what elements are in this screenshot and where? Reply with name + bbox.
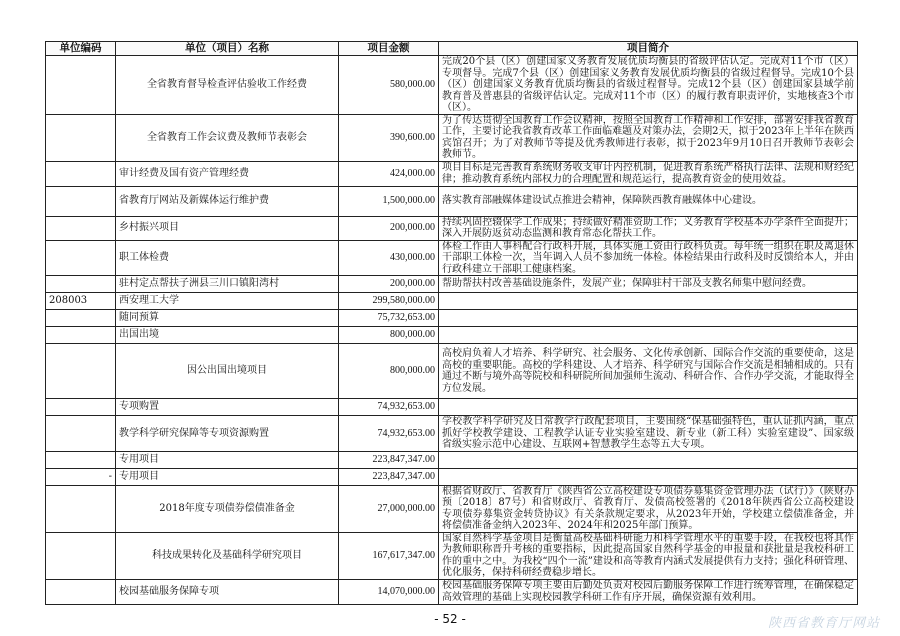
cell-code	[46, 216, 116, 240]
cell-desc: 落实教育部融媒体建设试点推进会精神，保障陕西教育融媒体中心建设。	[439, 186, 858, 216]
cell-desc: 完成20个县（区）创建国家义务教育发展优质均衡县的省级评估认定。完成对11个市（区）专项督导。完成7个县（区）创建国家义务教育发展优质均衡县的省级过程督导。完成10个县（区）创建国家义务教育优质均衡县的省级过程督导。完成12个县（区）创建国家县域学前教育普及普惠县的省级评估认定。完成对11个市（区）的履行教育职责评价，实地核查3个市（区）。	[439, 56, 858, 115]
cell-code: 208003	[46, 293, 116, 310]
table-row	[46, 310, 858, 327]
cell-desc: 国家自然科学基金项目是衡量高校基础科研能力和科学管理水平的重要手段，在我校也将其作为教师职称晋升考核的重要指标，因此提高国家自然科学基金的申报量和获批量是我校科研工作的重中之中。为我校“四个一流”建设和高等教育内涵式发展提供有力支持；强化科研管理、优化服务，保持科研经费稳步增长。	[439, 532, 858, 579]
cell-amount: 74,932,653.00	[339, 416, 439, 452]
cell-name: 校园基础服务保障专项	[116, 579, 339, 604]
cell-amount: 299,580,000.00	[339, 293, 439, 310]
cell-amount: 800,000.00	[339, 344, 439, 399]
cell-desc	[439, 293, 858, 310]
table-row	[46, 485, 858, 532]
cell-name: 随同预算	[116, 310, 339, 327]
cell-amount: 200,000.00	[339, 216, 439, 240]
cell-desc: 持续巩固控辍保学工作成果；持续做好精准资助工作；义务教育学校基本办学条件全面提升；深入开展防返贫动态监测和教育常态化帮扶工作。	[439, 216, 858, 240]
table-row	[46, 161, 858, 186]
header-name: 单位（项目）名称	[116, 42, 339, 56]
cell-desc	[439, 451, 858, 468]
cell-amount: 75,732,653.00	[339, 310, 439, 327]
cell-name: 西安理工大学	[116, 293, 339, 310]
cell-amount: 390,600.00	[339, 114, 439, 161]
cell-name: 全省教育工作会议费及教师节表彰会	[116, 114, 339, 161]
cell-code	[46, 327, 116, 344]
table-row	[46, 186, 858, 216]
cell-amount: 580,000.00	[339, 56, 439, 115]
cell-amount: 223,847,347.00	[339, 468, 439, 485]
cell-desc: 根据省财政厅、省教育厅《陕西省公立高校建设专项债券募集资金管理办法（试行）》（陕财办预〔2018〕87号）和省财政厅、省教育厅、发债高校签署的《2018年陕西省公立高校建设专项债券募集资金转贷协议》有关条款规定要求，从2023年开始，学校建立偿债准备金，并将偿债准备金纳入2023年、2024年和2025年部门预算。	[439, 485, 858, 532]
cell-code	[46, 579, 116, 604]
cell-amount: 223,847,347.00	[339, 451, 439, 468]
cell-name: 专用项目	[116, 468, 339, 485]
cell-code	[46, 451, 116, 468]
cell-code	[46, 399, 116, 416]
table-header-row	[46, 42, 858, 56]
cell-amount: 424,000.00	[339, 161, 439, 186]
cell-desc	[439, 399, 858, 416]
cell-desc: 高校肩负着人才培养、科学研究、社会服务、文化传承创新、国际合作交流的重要使命，这是高校的重要职能。高校的学科建设、人才培养、科学研究与国际合作交流是相辅相成的。只有通过不断与境外高等院校和科研院所间加强师生流动、科研合作、合作办学交流，才能取得全方位发展。	[439, 344, 858, 399]
cell-code	[46, 161, 116, 186]
table-row	[46, 327, 858, 344]
cell-name: 教学科学研究保障等专项资源购置	[116, 416, 339, 452]
cell-code	[46, 416, 116, 452]
table-row	[46, 216, 858, 240]
cell-code	[46, 310, 116, 327]
cell-name: 科技成果转化及基础科学研究项目	[116, 532, 339, 579]
cell-desc	[439, 310, 858, 327]
cell-name: 全省教育督导检查评估验收工作经费	[116, 56, 339, 115]
cell-name: 专用项目	[116, 451, 339, 468]
cell-amount: 1,500,000.00	[339, 186, 439, 216]
cell-name: 乡村振兴项目	[116, 216, 339, 240]
cell-desc: 帮助帮扶村改善基础设施条件，发展产业；保障驻村干部及支教名师集中慰问经费。	[439, 276, 858, 293]
cell-code: -	[46, 468, 116, 485]
budget-table	[45, 41, 858, 605]
cell-amount: 74,932,653.00	[339, 399, 439, 416]
cell-name: 职工体检费	[116, 240, 339, 276]
cell-code	[46, 532, 116, 579]
cell-desc	[439, 468, 858, 485]
cell-code	[46, 276, 116, 293]
cell-name: 省教育厅网站及新媒体运行维护费	[116, 186, 339, 216]
header-desc: 项目简介	[439, 42, 858, 56]
cell-name: 驻村定点帮扶子洲县三川口镇阳湾村	[116, 276, 339, 293]
cell-desc	[439, 327, 858, 344]
cell-code	[46, 344, 116, 399]
cell-amount: 800,000.00	[339, 327, 439, 344]
cell-code	[46, 56, 116, 115]
table-row	[46, 276, 858, 293]
cell-code	[46, 485, 116, 532]
cell-name: 2018年度专项债券偿债准备金	[116, 485, 339, 532]
header-code: 单位编码	[46, 42, 116, 56]
cell-code	[46, 114, 116, 161]
table-row	[46, 451, 858, 468]
table-row	[46, 240, 858, 276]
table-row	[46, 416, 858, 452]
page-number: - 52 -	[434, 612, 466, 626]
table-row	[46, 532, 858, 579]
cell-name: 审计经费及国有资产管理经费	[116, 161, 339, 186]
cell-desc: 校园基础服务保障专项主要由后勤处负责对校园后勤服务保障工作进行统筹管理，在确保稳定高效管理的基础上实现校园教学科研工作有序开展，确保资源有效利用。	[439, 579, 858, 604]
watermark: 陕西省教育厅网站	[767, 616, 880, 631]
cell-desc: 项目目标是完善教育系统财务收支审计内控机制，促进教育系统严格执行法律、法规和财经纪律；推动教育系统内部权力的合理配置和规范运行，提高教育资金的使用效益。	[439, 161, 858, 186]
header-amount: 项目金额	[339, 42, 439, 56]
cell-amount: 167,617,347.00	[339, 532, 439, 579]
table-row	[46, 114, 858, 161]
cell-desc: 学校教学科学研究及日常教学行政配套项目，主要围绕“保基础强特色，重认证抓内涵，重点抓好学校教学建设、工程教学认证专业实验室建设、新专业（新工科）实验室建设”、国家级省级实验示范中心建设、互联网+智慧教学生态等五大专项。	[439, 416, 858, 452]
cell-amount: 14,070,000.00	[339, 579, 439, 604]
cell-desc: 为了传达贯彻全国教育工作会议精神，按照全国教育工作精神和工作安排，部署安排我省教育工作，主要讨论我省教育改革工作面临难题及对策办法，会期2天，拟于2023年上半年在陕西宾馆召开；为了对教师节等提及优秀教师进行表彰，拟于2023年9月10日召开教师节表彰会教师节。	[439, 114, 858, 161]
cell-name: 出国出境	[116, 327, 339, 344]
table-row	[46, 579, 858, 604]
table-row	[46, 344, 858, 399]
cell-amount: 27,000,000.00	[339, 485, 439, 532]
table-row	[46, 468, 858, 485]
cell-amount: 430,000.00	[339, 240, 439, 276]
cell-name: 专项购置	[116, 399, 339, 416]
cell-name: 因公出国出境项目	[116, 344, 339, 399]
cell-amount: 200,000.00	[339, 276, 439, 293]
table-row	[46, 293, 858, 310]
cell-code	[46, 186, 116, 216]
table-row	[46, 56, 858, 115]
cell-desc: 体检工作由人事科配合行政科开展，具体实施工资由行政科负责。每年统一组织在职及离退休干部职工体检一次，当年调入人员不参加统一体检。体检结果由行政科及时反馈给本人，并由行政科建立干部职工健康档案。	[439, 240, 858, 276]
cell-code	[46, 240, 116, 276]
table-row	[46, 399, 858, 416]
